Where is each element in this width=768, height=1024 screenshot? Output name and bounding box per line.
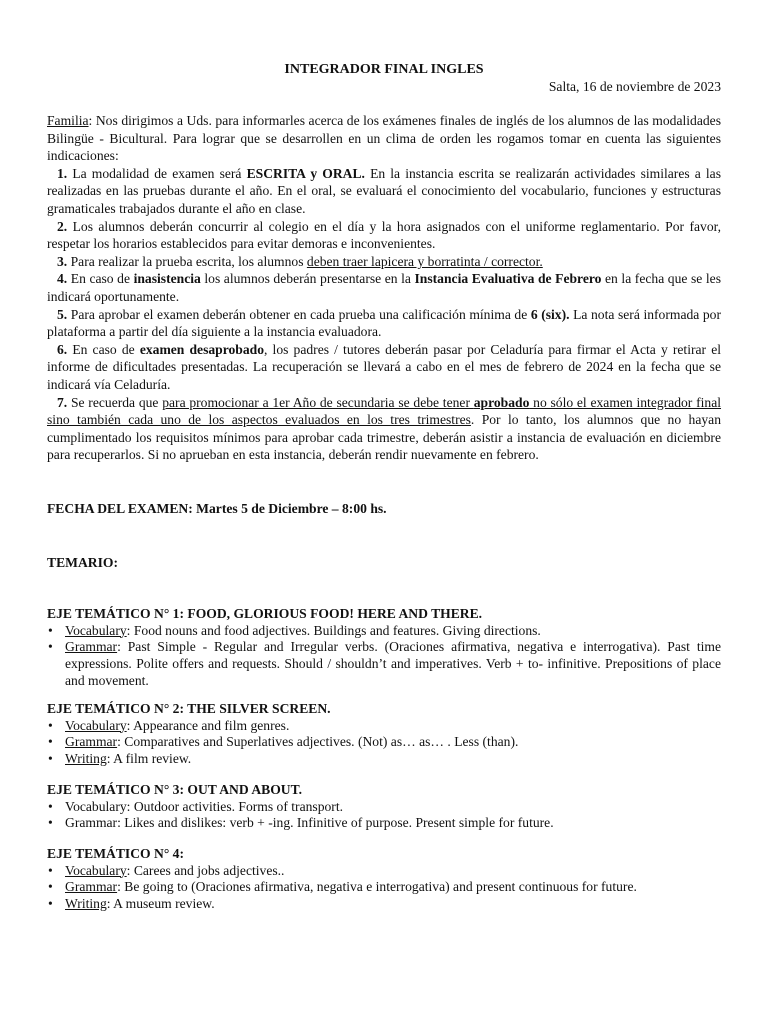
eje-list	[47, 799, 721, 833]
salutation: Familia	[47, 113, 89, 128]
intro-text: : Nos dirigimos a Uds. para informarles acerca de los exámenes finales de inglés de los alumnos de las modalidades Bilingüe - Bicultural. Para lograr que se desarrollen en un clima de orden les rogamos tomar en cuenta las siguientes indicaciones:	[47, 113, 721, 164]
list-item	[47, 623, 721, 640]
instruction-item-5	[47, 306, 721, 341]
eje-4	[47, 845, 721, 913]
item-underlined: para promocionar a 1er Año de secundaria se debe tener	[162, 394, 474, 410]
list-item	[47, 879, 721, 896]
instruction-item-6	[47, 341, 721, 394]
item-number: 6.	[57, 341, 68, 357]
eje-title: EJE TEMÁTICO N° 2: THE SILVER SCREEN.	[47, 701, 331, 716]
item-text: : Appearance and film genres.	[126, 717, 290, 733]
intro-paragraph	[47, 112, 721, 165]
eje-3	[47, 781, 721, 832]
item-text: Grammar: Likes and dislikes: verb + -ing. Infinitive of purpose. Present simple for future.	[65, 815, 554, 831]
item-text: Para realizar la prueba escrita, los alumnos	[67, 253, 307, 269]
bullet-icon: •	[48, 717, 53, 733]
item-label: Grammar	[65, 639, 118, 655]
temario-heading: TEMARIO:	[47, 555, 118, 570]
bullet-icon: •	[48, 622, 53, 638]
list-item	[47, 734, 721, 751]
item-text: : Carees and jobs adjectives..	[126, 862, 285, 878]
item-text: : A museum review.	[106, 896, 215, 912]
list-item	[47, 896, 721, 913]
eje-title: EJE TEMÁTICO N° 3: OUT AND ABOUT.	[47, 782, 303, 797]
eje-list	[47, 623, 721, 690]
item-emphasis: Instancia Evaluativa de Febrero	[414, 271, 602, 287]
item-label: Grammar	[65, 734, 118, 750]
item-text: : Comparatives and Superlatives adjectives. (Not) as… as… . Less (than).	[117, 734, 519, 750]
item-number: 1.	[57, 165, 68, 181]
item-emphasis: examen desaprobado	[139, 341, 265, 357]
bullet-icon: •	[48, 879, 53, 895]
item-text: , los padres / tutores deberán pasar por Celaduría para firmar el Acta y retirar el informe de dificultades presentadas. La recuperación se llevará a cabo en el mes de febrero de 2024 en la fecha que se indicará vía Celaduría.	[47, 341, 722, 392]
list-item	[47, 751, 721, 768]
item-text: Se recuerda que	[67, 394, 163, 410]
instruction-item-4	[47, 270, 721, 305]
document-title: INTEGRADOR FINAL INGLES	[284, 62, 484, 77]
eje-list	[47, 863, 721, 913]
eje-title: EJE TEMÁTICO N° 4:	[47, 846, 184, 861]
item-label: Writing	[65, 896, 107, 912]
item-emphasis: ESCRITA y ORAL.	[246, 165, 365, 181]
item-number: 7.	[57, 394, 68, 410]
item-label: Vocabulary	[65, 622, 127, 638]
eje-2	[47, 700, 721, 768]
item-text: Vocabulary: Outdoor activities. Forms of transport.	[65, 798, 343, 814]
item-underlined: no sólo el examen integrador final sino también cada uno de los aspectos evaluados en los tres trimestres	[47, 394, 722, 428]
bullet-icon: •	[48, 798, 53, 814]
item-label: Writing	[65, 751, 107, 767]
item-text: en la fecha que se les indicará oportunamente.	[47, 271, 721, 304]
item-number: 3.	[57, 253, 68, 269]
eje-list	[47, 718, 721, 768]
item-text: Para aprobar el examen deberán obtener en cada prueba una calificación mínima de	[67, 306, 531, 322]
item-text: . Por lo tanto, los alumnos que no hayan cumplimentado los requisitos mínimos para aprobar cada trimestre, deberán asistir a instancia de evaluación en diciembre para recuperarlos. Si no aprueban en esta instancia, deberán rendir nuevamente en febrero.	[47, 412, 721, 463]
item-text: los alumnos deberán presentarse en la	[200, 271, 415, 287]
list-item	[47, 863, 721, 880]
eje-title: EJE TEMÁTICO N° 1: FOOD, GLORIOUS FOOD! HERE AND THERE.	[47, 606, 483, 621]
item-underlined: deben traer lapicera y borratinta / corrector.	[306, 253, 543, 269]
bullet-icon: •	[48, 639, 53, 655]
item-text: La nota será informada por plataforma a partir del día siguiente a la instancia evaluadora.	[47, 306, 721, 340]
bullet-icon: •	[48, 734, 53, 750]
item-number: 4.	[57, 271, 68, 287]
item-text: Los alumnos deberán concurrir al colegio en el día y la hora asignados con el uniforme reglamentario. Por favor, respetar los horarios establecidos para evitar demoras e inconvenientes.	[47, 218, 721, 252]
item-emphasis: aprobado	[473, 394, 530, 410]
item-label: Vocabulary	[65, 862, 127, 878]
item-text: La modalidad de examen será	[67, 165, 247, 181]
list-item	[47, 718, 721, 735]
item-label: Grammar	[65, 879, 118, 895]
document-date: Salta, 16 de noviembre de 2023	[548, 79, 721, 94]
item-text: : Past Simple - Regular and Irregular verbs. (Oraciones afirmativa, negativa e interrogativa). Past time expressions. Polite offers and requests. Should / shouldn’t and imperatives. Verb + to- infinitive. Prepositions of place and movement.	[65, 639, 721, 688]
intro-section	[47, 112, 721, 464]
eje-1	[47, 605, 721, 690]
item-text: En caso de	[67, 271, 134, 287]
item-text: : Food nouns and food adjectives. Buildings and features. Giving directions.	[126, 622, 541, 638]
bullet-icon: •	[48, 751, 53, 767]
list-item	[47, 639, 721, 689]
exam-date: FECHA DEL EXAMEN: Martes 5 de Diciembre – 8:00 hs.	[47, 501, 387, 516]
item-emphasis: inasistencia	[133, 271, 201, 287]
instruction-item-7	[47, 394, 721, 464]
bullet-icon: •	[48, 896, 53, 912]
item-text: : A film review.	[106, 751, 192, 767]
item-text: En la instancia escrita se realizarán actividades similares a las realizadas en las pruebas durante el año. En el oral, se evaluará el conocimiento del vocabulario, funciones y estructuras gramaticales trabajados durante el año en clase.	[47, 165, 722, 216]
instruction-item-3	[47, 253, 721, 271]
item-text: : Be going to (Oraciones afirmativa, negativa e interrogativa) and present continuous for future.	[117, 879, 637, 895]
instruction-item-2	[47, 218, 721, 253]
item-number: 5.	[57, 306, 68, 322]
item-label: Vocabulary	[65, 717, 127, 733]
list-item	[47, 815, 721, 832]
item-text: En caso de	[67, 341, 140, 357]
instruction-item-1	[47, 165, 721, 218]
bullet-icon: •	[48, 815, 53, 831]
item-emphasis: 6 (six).	[530, 306, 570, 322]
bullet-icon: •	[48, 862, 53, 878]
list-item	[47, 799, 721, 816]
item-number: 2.	[57, 218, 68, 234]
